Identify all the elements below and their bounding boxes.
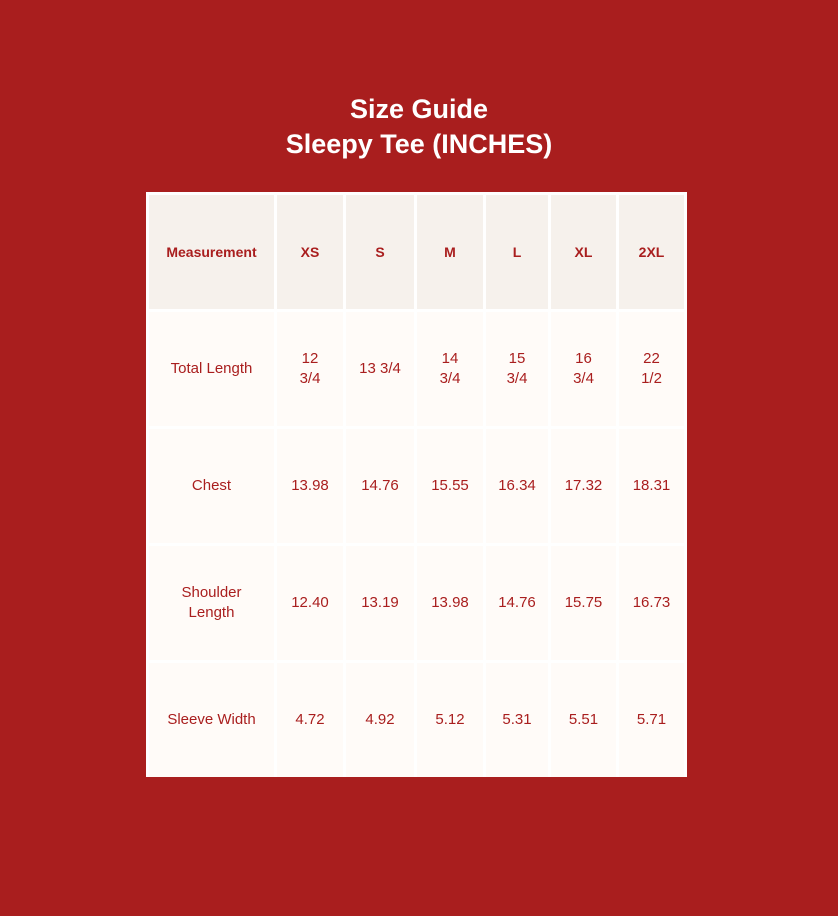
- table-cell: 14.76: [486, 546, 548, 660]
- table-row: [149, 312, 684, 426]
- table-cell: 12.40: [277, 546, 343, 660]
- table-cell: 16.34: [486, 429, 548, 543]
- cell-value: 22 1/2: [641, 350, 662, 387]
- table-cell: 13.19: [346, 546, 414, 660]
- table-cell: 17.32: [551, 429, 616, 543]
- table-cell: [346, 312, 414, 426]
- size-table-container: [146, 192, 687, 777]
- table-cell: [486, 312, 548, 426]
- header-xl: XL: [551, 195, 616, 309]
- cell-value: 13 3/4: [359, 360, 401, 377]
- cell-value: 15 3/4: [506, 350, 528, 387]
- table-cell: [551, 312, 616, 426]
- table-row: [149, 663, 684, 777]
- header-xs: XS: [277, 195, 343, 309]
- row-label-shoulder-length: [149, 546, 274, 660]
- row-label-chest: Chest: [149, 429, 274, 543]
- header-l: L: [486, 195, 548, 309]
- table-cell: 5.51: [551, 663, 616, 777]
- table-row: [149, 546, 684, 660]
- title-line-1: Size Guide: [349, 94, 489, 124]
- table-cell: 16.73: [619, 546, 684, 660]
- row-label-total-length: Total Length: [149, 312, 274, 426]
- cell-value: 12 3/4: [299, 350, 321, 387]
- table-cell: [277, 312, 343, 426]
- table-cell: 4.72: [277, 663, 343, 777]
- table-cell: 13.98: [277, 429, 343, 543]
- table-cell: 5.71: [619, 663, 684, 777]
- table-cell: 18.31: [619, 429, 684, 543]
- table-cell: 4.92: [346, 663, 414, 777]
- row-label-text: Shoulder Length: [181, 584, 242, 621]
- table-cell: 5.12: [417, 663, 483, 777]
- header-s: S: [346, 195, 414, 309]
- title-line-2: Sleepy Tee (INCHES): [285, 129, 553, 159]
- table-cell: [417, 312, 483, 426]
- size-table: [146, 192, 687, 780]
- table-cell: 5.31: [486, 663, 548, 777]
- table-header-row: [149, 195, 684, 309]
- table-cell: 14.76: [346, 429, 414, 543]
- table-cell: 13.98: [417, 546, 483, 660]
- row-label-sleeve-width: Sleeve Width: [149, 663, 274, 777]
- header-m: M: [417, 195, 483, 309]
- table-cell: 15.75: [551, 546, 616, 660]
- cell-value: 14 3/4: [439, 350, 461, 387]
- header-measurement: Measurement: [149, 195, 274, 309]
- header-2xl: 2XL: [619, 195, 684, 309]
- page-title: [0, 92, 838, 162]
- table-row: [149, 429, 684, 543]
- table-cell: 15.55: [417, 429, 483, 543]
- table-cell: [619, 312, 684, 426]
- cell-value: 16 3/4: [573, 350, 594, 387]
